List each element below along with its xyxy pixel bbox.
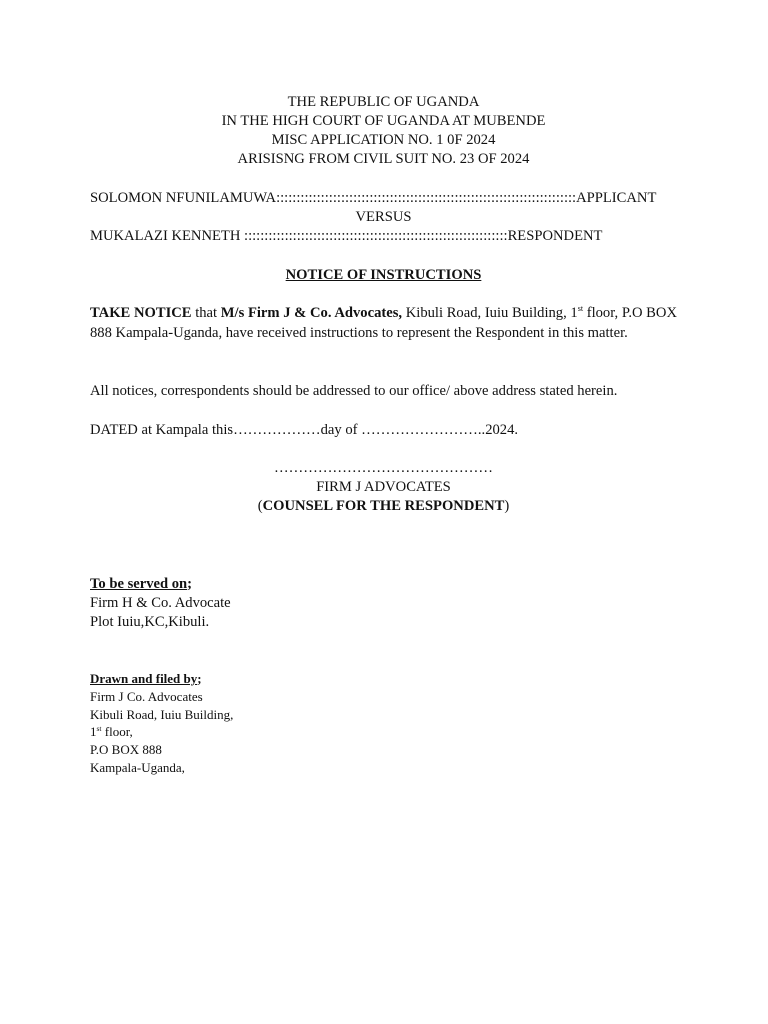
signature-role-text: COUNSEL FOR THE RESPONDENT [262,498,505,514]
header-republic: THE REPUBLIC OF UGANDA [287,94,480,110]
header-arising-from: ARISISNG FROM CIVIL SUIT NO. 23 OF 2024 [237,151,530,167]
served-on-heading [90,575,677,594]
served-on-address: Plot Iuiu,KC,Kibuli. [90,614,210,630]
notice-address-post: floor, P.O BOX 888 Kampala-Uganda, have received instructions to represent the Respondent in this matter. [90,305,677,341]
correspondence-note: All notices, correspondents should be addressed to our office/ above address stated herein. [90,383,618,399]
drawn-by-firm: Firm J Co. Advocates [90,689,203,704]
party-respondent: MUKALAZI KENNETH :::::::::::::::::::::::::::::::::::::::::::::::::::::::::::::::::RESPONDENT [90,228,603,244]
notice-title [90,266,677,285]
notice-address-sup: st [577,304,584,313]
party-versus: VERSUS [355,209,412,225]
drawn-by-pobox: P.O BOX 888 [90,742,162,757]
served-on-firm: Firm H & Co. Advocate [90,595,231,611]
drawn-by-floor-num: 1 [90,724,97,739]
dated-line: DATED at Kampala this………………day of ……………………..2024. [90,422,519,438]
header-application-no: MISC APPLICATION NO. 1 0F 2024 [271,132,496,148]
drawn-by-heading [90,670,202,688]
drawn-by-heading-text: Drawn and filed by [90,671,198,686]
notice-that: that [191,305,221,321]
notice-paragraph [90,304,677,343]
signature-close-paren: ) [504,498,510,514]
drawn-by-floor-rest: floor, [101,724,133,739]
notice-title-text: NOTICE OF INSTRUCTIONS [285,267,482,283]
drawn-by-heading-suffix: ; [197,671,202,686]
header-court: IN THE HIGH COURT OF UGANDA AT MUBENDE [221,113,546,129]
signature-role [90,497,677,516]
drawn-by-floor-sup: st [96,724,102,733]
notice-address-pre: Kibuli Road, Iuiu Building, 1 [402,305,578,321]
signature-firm: FIRM J ADVOCATES [316,479,451,495]
take-notice-label: TAKE NOTICE [90,305,192,321]
drawn-by-street: Kibuli Road, Iuiu Building, [90,707,234,722]
signature-line: ……………………………………… [274,460,493,476]
drawn-by-floor [90,723,133,741]
party-applicant: SOLOMON NFUNILAMUWA::::::::::::::::::::::::::::::::::::::::::::::::::::::::::::::::::::::::::APPLICANT [90,190,657,206]
signature-open-paren: ( [257,498,263,514]
notice-firm-name: M/s Firm J & Co. Advocates, [220,305,403,321]
served-on-heading-suffix: ; [187,576,193,592]
served-on-heading-text: To be served on [90,576,188,592]
drawn-by-city: Kampala-Uganda, [90,760,185,775]
